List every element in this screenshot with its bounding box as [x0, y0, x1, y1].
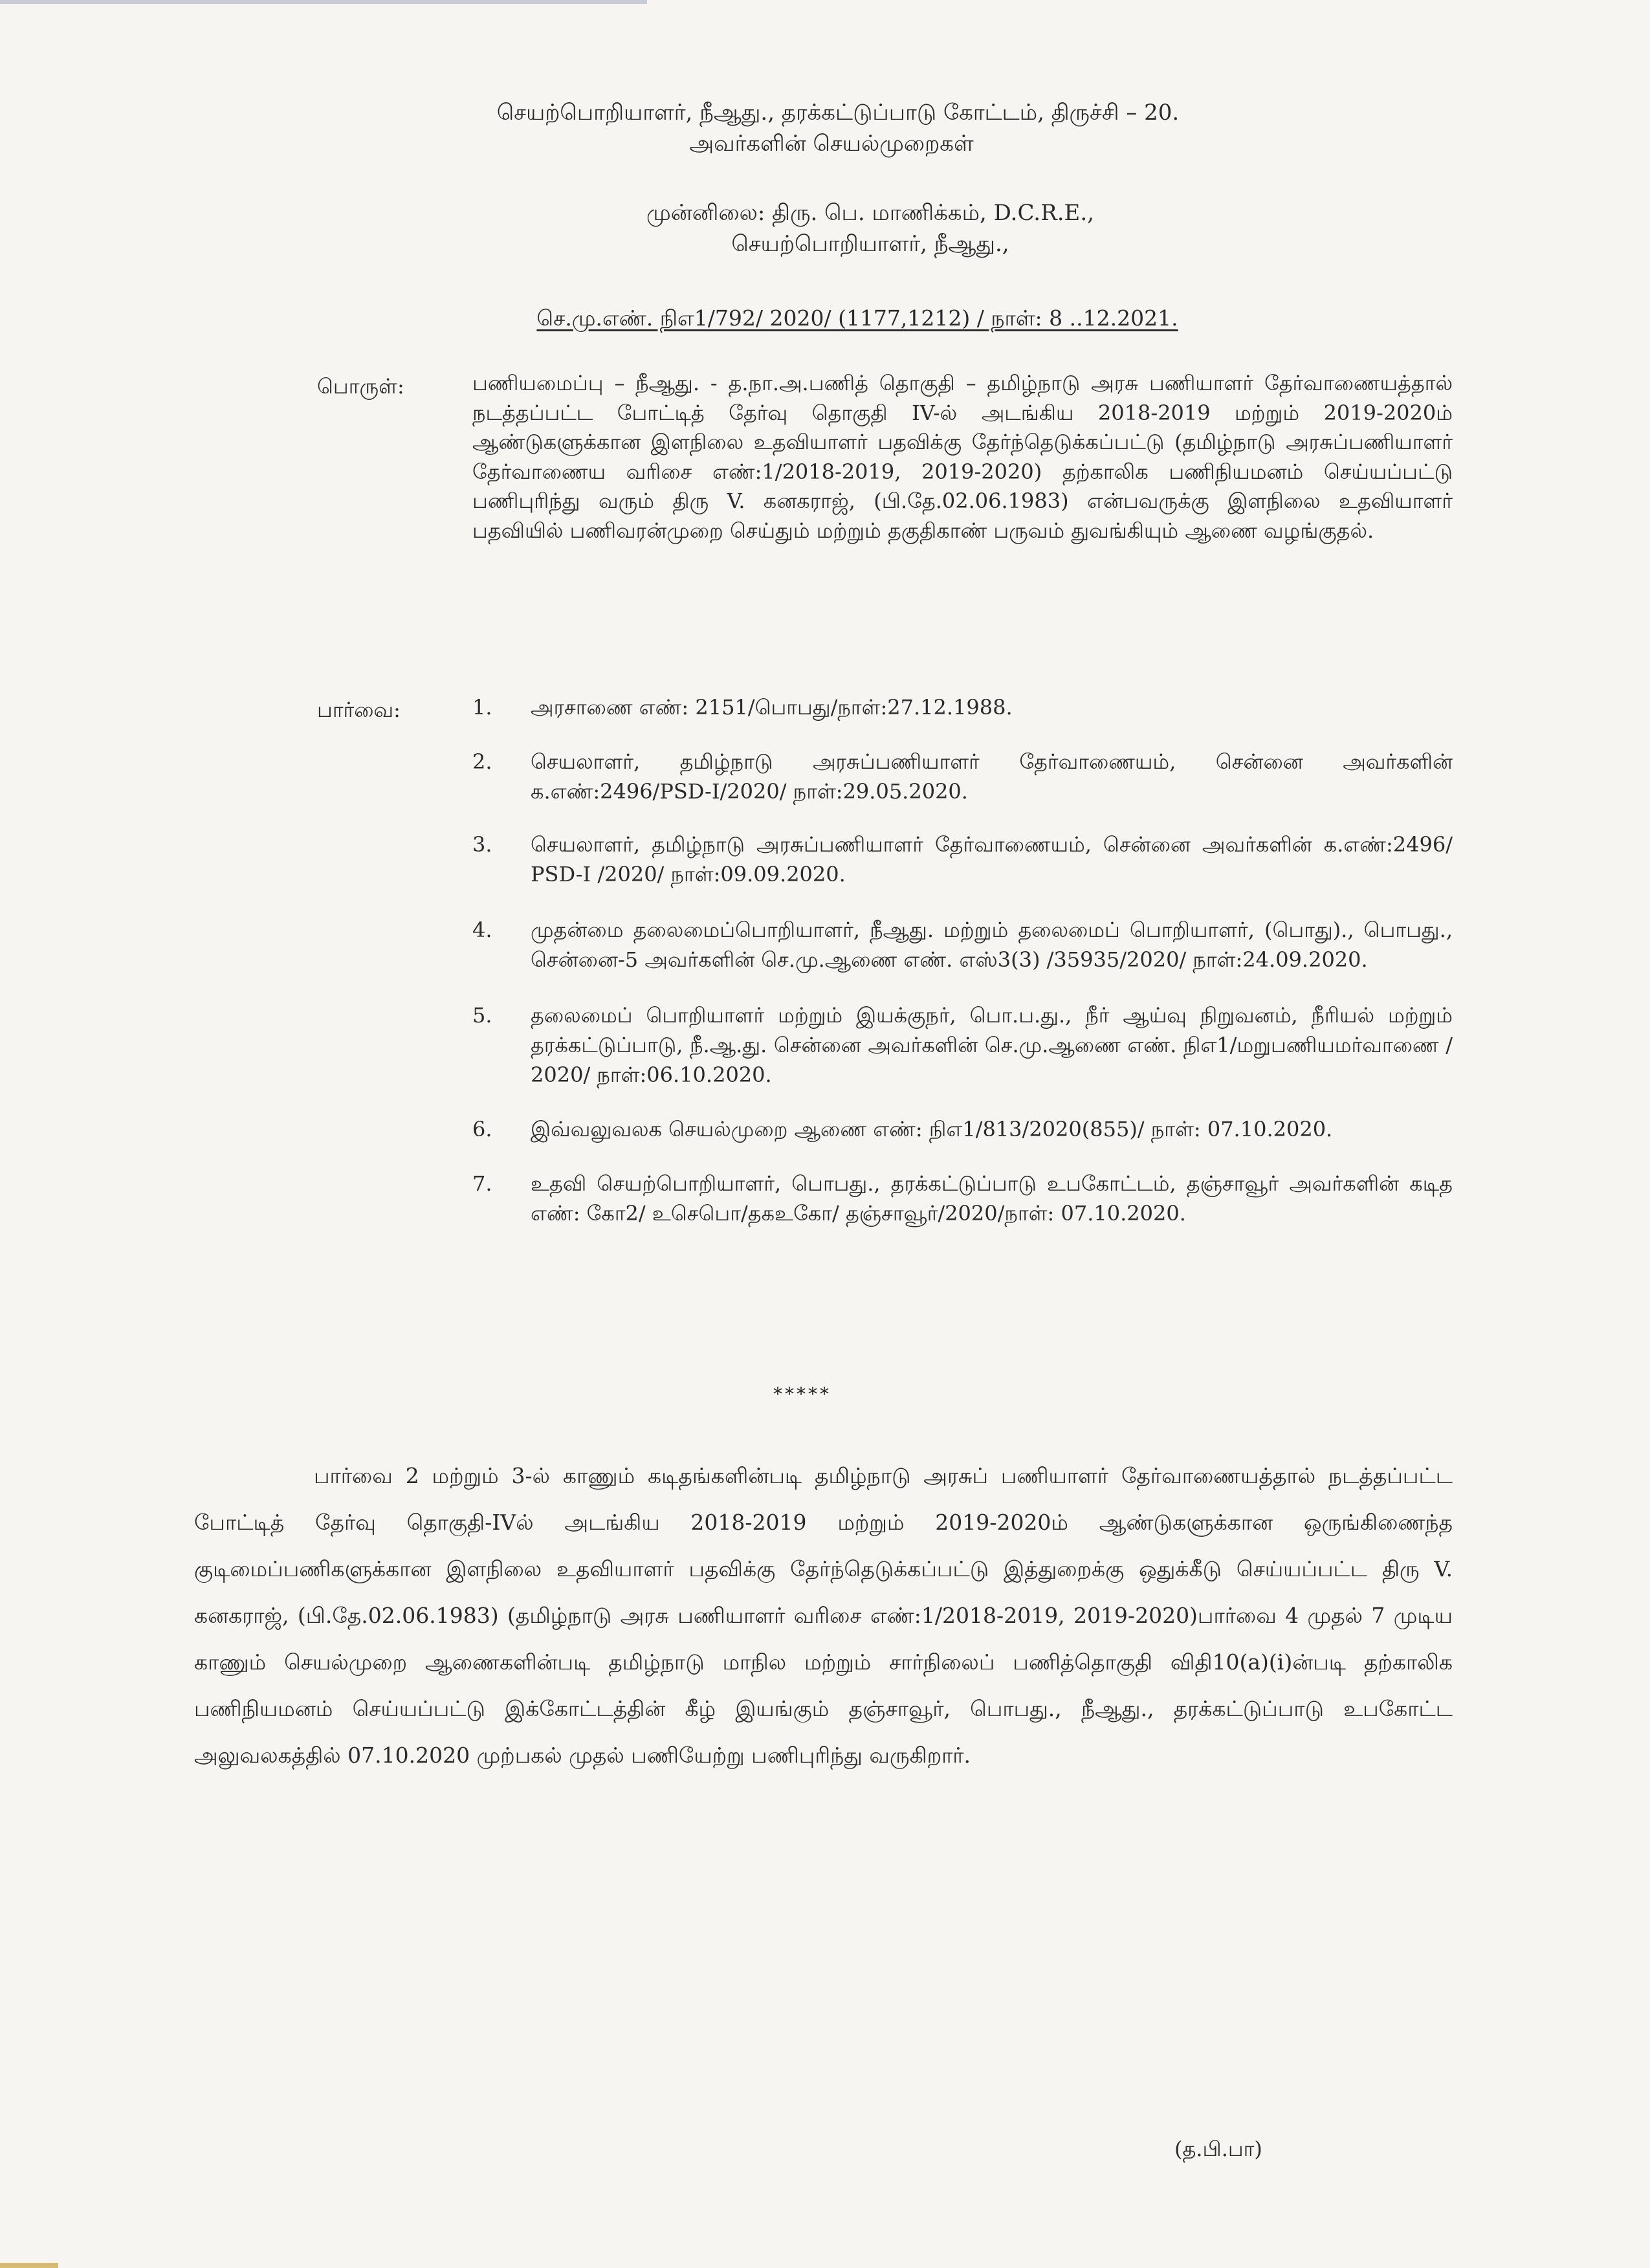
reference-item: [466, 915, 1453, 974]
references-list: [466, 692, 1453, 1228]
header-proceedings-line: அவர்களின் செயல்முறைகள்: [689, 131, 974, 157]
reference-number-7: 7.: [472, 1171, 492, 1196]
presence-block: [0, 197, 1650, 259]
reference-text-7: உதவி செயற்பொறியாளர், பொபது., தரக்கட்டுப்பாடு உபகோட்டம், தஞ்சாவூர் அவர்களின் கடித எண்: கோ2/ உசெபொ/தகஉகோ/ தஞ்சாவூர்/2020/நாள்: 07.10.2020.: [531, 1171, 1453, 1226]
please-turn-over: (த.பி.பா): [1174, 2137, 1262, 2161]
reference-item: [466, 1169, 1453, 1228]
reference-item: [466, 692, 1453, 722]
reference-number-2: 2.: [472, 749, 492, 774]
reference-number-3: 3.: [472, 832, 492, 857]
reference-text-3: செயலாளர், தமிழ்நாடு அரசுப்பணியாளர் தேர்வாணையம், சென்னை அவர்களின் க.எண்:2496/ PSD-I /2020/ நாள்:09.09.2020.: [531, 832, 1453, 886]
reference-number-6: 6.: [472, 1117, 492, 1141]
reference-item: [466, 1114, 1453, 1144]
reference-number-5: 5.: [472, 1003, 492, 1028]
reference-number-4: 4.: [472, 918, 492, 942]
reference-text-6: இவ்வலுவலக செயல்முறை ஆணை எண்: நிஎ1/813/2020(855)/ நாள்: 07.10.2020.: [531, 1117, 1333, 1141]
reference-text-5: தலைமைப் பொறியாளர் மற்றும் இயக்குநர், பொ.ப.து., நீர் ஆய்வு நிறுவனம், நீரியல் மற்றும் தரக்கட்டுப்பாடு, நீ.ஆ.து. சென்னை அவர்களின் செ.மு.ஆணை எண். நிஎ1/மறுபணியமர்வாணை / 2020/ நாள்:06.10.2020.: [531, 1003, 1453, 1087]
subject-label: பொருள்:: [317, 374, 404, 399]
reference-number-1: 1.: [472, 695, 492, 720]
reference-text-1: அரசாணை எண்: 2151/பொபது/நாள்:27.12.1988.: [531, 695, 1013, 720]
document-header: [0, 97, 1650, 159]
section-separator: *****: [773, 1383, 831, 1405]
reference-number: செ.மு.எண். நிஎ1/792/ 2020/ (1177,1212) / நாள்: 8 ..12.2021.: [536, 305, 1178, 331]
reference-item: [466, 747, 1453, 806]
body-paragraph: பார்வை 2 மற்றும் 3-ல் காணும் கடிதங்களின்படி தமிழ்நாடு அரசுப் பணியாளர் தேர்வாணையத்தால் நடத்தப்பட்ட போட்டித் தேர்வு தொகுதி-IVல் அடங்கிய 2018-2019 மற்றும் 2019-2020ம் ஆண்டுகளுக்கான ஒருங்கிணைந்த குடிமைப்பணிகளுக்கான இளநிலை உதவியாளர் பதவிக்கு தேர்ந்தெடுக்கப்பட்டு இத்துறைக்கு ஒதுக்கீடு செய்யப்பட்ட திரு V. கனகராஜ், (பி.தே.02.06.1983) (தமிழ்நாடு அரசு பணியாளர் வரிசை எண்:1/2018-2019, 2019-2020)பார்வை 4 முதல் 7 முடிய காணும் செயல்முறை ஆணைகளின்படி தமிழ்நாடு மாநில மற்றும் சார்நிலைப் பணித்தொகுதி விதி10(a)(i)ன்படி தற்காலிக பணிநியமனம் செய்யப்பட்டு இக்கோட்டத்தின் கீழ் இயங்கும் தஞ்சாவூர், பொபது., நீஆது., தரக்கட்டுப்பாடு உபகோட்ட அலுவலகத்தில் 07.10.2020 முற்பகல் முதல் பணியேற்று பணிபுரிந்து வருகிறார்.: [194, 1463, 1453, 1768]
presence-name: முன்னிலை: திரு. பெ. மாணிக்கம், D.C.R.E.,: [646, 200, 1094, 226]
reference-item: [466, 830, 1453, 889]
presence-designation: செயற்பொறியாளர், நீஆது.,: [731, 231, 1009, 257]
header-office-line: செயற்பொறியாளர், நீஆது., தரக்கட்டுப்பாடு கோட்டம், திருச்சி – 20.: [496, 100, 1180, 126]
reference-item: [466, 1000, 1453, 1090]
reference-text-2: செயலாளர், தமிழ்நாடு அரசுப்பணியாளர் தேர்வாணையம், சென்னை அவர்களின் க.எண்:2496/PSD-I/2020/ நாள்:29.05.2020.: [531, 749, 1453, 804]
reference-text-4: முதன்மை தலைமைப்பொறியாளர், நீஆது. மற்றும் தலைமைப் பொறியாளர், (பொது)., பொபது., சென்னை-5 அவர்களின் செ.மு.ஆணை எண். எஸ்3(3) /35935/2020/ நாள்:24.09.2020.: [531, 918, 1453, 972]
references-label: பார்வை:: [317, 698, 401, 722]
subject-text: பணியமைப்பு – நீஆது. - த.நா.அ.பணித் தொகுதி – தமிழ்நாடு அரசு பணியாளர் தேர்வாணையத்தால் நடத்தப்பட்ட போட்டித் தேர்வு தொகுதி IV-ல் அடங்கிய 2018-2019 மற்றும் 2019-2020ம் ஆண்டுகளுக்கான இளநிலை உதவியாளர் பதவிக்கு தேர்ந்தெடுக்கப்பட்டு (தமிழ்நாடு அரசுப்பணியாளர் தேர்வாணைய வரிசை எண்:1/2018-2019, 2019-2020) தற்காலிக பணிநியமனம் செய்யப்பட்டு பணிபுரிந்து வரும் திரு V. கனகராஜ், (பி.தே.02.06.1983) என்பவருக்கு இளநிலை உதவியாளர் பதவியில் பணிவரன்முறை செய்தும் மற்றும் தகுதிகாண் பருவம் துவங்கியும் ஆணை வழங்குதல்.: [472, 371, 1453, 543]
